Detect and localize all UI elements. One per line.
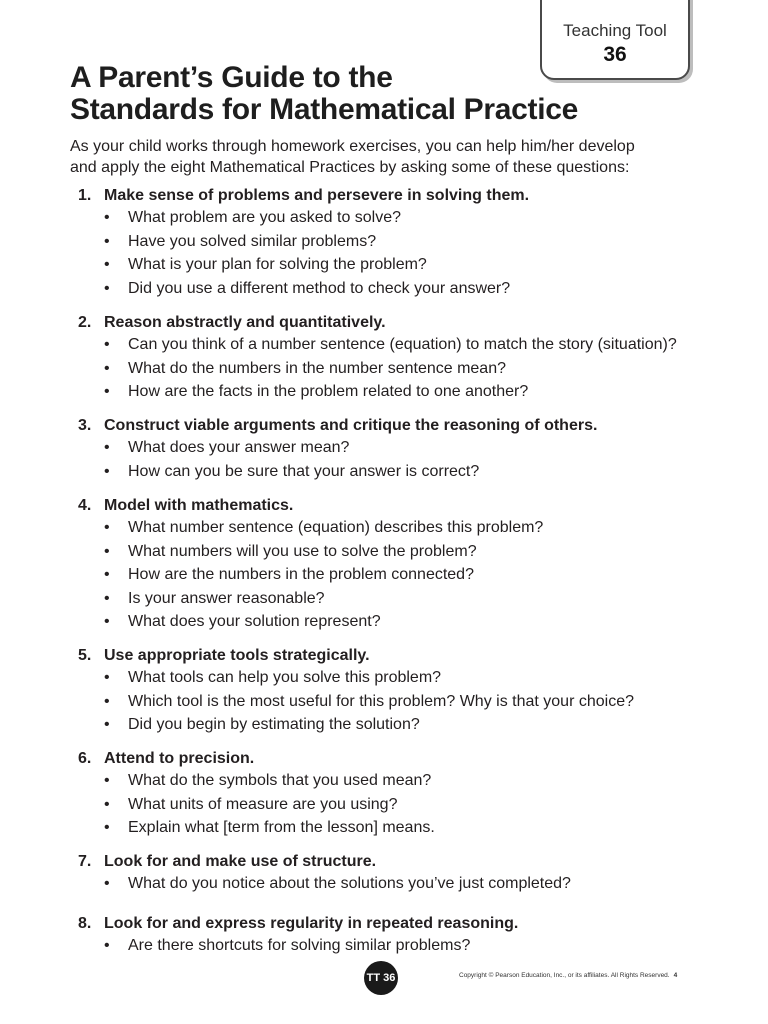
tt-badge: TT 36 bbox=[364, 961, 398, 995]
practice-number: 5. bbox=[78, 647, 92, 664]
practice-title: Reason abstractly and quantitatively. bbox=[104, 314, 386, 331]
bullet-icon: • bbox=[104, 383, 110, 400]
practice-number: 2. bbox=[78, 314, 92, 331]
bullet-icon: • bbox=[104, 772, 110, 789]
practice-number: 1. bbox=[78, 187, 92, 204]
question-text: What does your answer mean? bbox=[128, 439, 350, 456]
page-title-line-2: Standards for Mathematical Practice bbox=[70, 93, 579, 126]
question-text: What number sentence (equation) describes this problem? bbox=[128, 519, 544, 536]
question-item bbox=[78, 565, 738, 589]
question-item bbox=[78, 542, 738, 566]
bullet-icon: • bbox=[104, 462, 110, 480]
question-text: Explain what [term from the lesson] means. bbox=[128, 819, 435, 836]
question-item bbox=[78, 692, 738, 716]
question-item bbox=[78, 208, 738, 232]
question-text: What do you notice about the solutions you’ve just completed? bbox=[128, 875, 571, 892]
question-text: What is your plan for solving the problem? bbox=[128, 256, 427, 273]
question-item bbox=[78, 232, 738, 256]
question-item bbox=[78, 795, 738, 819]
question-item bbox=[78, 715, 738, 739]
question-item bbox=[78, 518, 738, 542]
question-text: What do the numbers in the number sentence mean? bbox=[128, 359, 506, 377]
practice-heading bbox=[78, 496, 738, 518]
bullet-icon: • bbox=[104, 359, 110, 377]
question-text: Did you begin by estimating the solution? bbox=[128, 716, 420, 733]
question-text: What numbers will you use to solve the problem? bbox=[128, 542, 477, 560]
question-text: How are the numbers in the problem connected? bbox=[128, 566, 474, 583]
bullet-icon: • bbox=[104, 819, 110, 836]
teaching-tool-label: Teaching Tool bbox=[563, 21, 667, 40]
question-item bbox=[78, 382, 738, 406]
practice-number: 8. bbox=[78, 915, 92, 932]
bullet-icon: • bbox=[104, 439, 110, 456]
bullet-icon: • bbox=[104, 937, 110, 954]
question-text: Are there shortcuts for solving similar problems? bbox=[128, 937, 471, 954]
bullet-icon: • bbox=[104, 669, 110, 686]
question-text: What do the symbols that you used mean? bbox=[128, 772, 432, 789]
intro-line-2: and apply the eight Mathematical Practices by asking some of these questions: bbox=[70, 159, 630, 176]
practice-number: 3. bbox=[78, 417, 92, 434]
practice-6 bbox=[78, 749, 738, 842]
intro-paragraph bbox=[70, 136, 710, 178]
page-title-line-1: A Parent’s Guide to the bbox=[70, 61, 393, 94]
bullet-icon: • bbox=[104, 613, 110, 630]
question-text: What tools can help you solve this problem? bbox=[128, 669, 442, 686]
practice-2 bbox=[78, 313, 738, 406]
bullet-icon: • bbox=[104, 795, 110, 813]
question-text: What does your solution represent? bbox=[128, 613, 381, 630]
practice-heading bbox=[78, 914, 738, 936]
copyright-text: Copyright © Pearson Education, Inc., or its affiliates. All Rights Reserved. bbox=[459, 972, 670, 979]
question-item bbox=[78, 462, 738, 486]
question-item bbox=[78, 668, 738, 692]
page-number: 4 bbox=[673, 972, 678, 979]
bullet-icon: • bbox=[104, 279, 110, 297]
bullet-icon: • bbox=[104, 875, 110, 892]
practice-1 bbox=[78, 186, 738, 302]
bullet-icon: • bbox=[104, 519, 110, 536]
question-item bbox=[78, 771, 738, 795]
bullet-icon: • bbox=[104, 589, 110, 607]
question-item bbox=[78, 612, 738, 636]
practice-heading bbox=[78, 646, 738, 668]
question-item bbox=[78, 359, 738, 383]
practice-heading bbox=[78, 852, 738, 874]
question-item bbox=[78, 279, 738, 303]
bullet-icon: • bbox=[104, 209, 110, 226]
teaching-tool-number: 36 bbox=[603, 43, 627, 66]
question-item bbox=[78, 335, 738, 359]
practice-title: Construct viable arguments and critique the reasoning of others. bbox=[104, 417, 598, 434]
question-text: What problem are you asked to solve? bbox=[128, 209, 402, 226]
copyright-line bbox=[459, 972, 677, 979]
page-title bbox=[70, 62, 590, 126]
bullet-icon: • bbox=[104, 256, 110, 273]
bullet-icon: • bbox=[104, 692, 110, 710]
practice-7 bbox=[78, 852, 738, 898]
practice-heading bbox=[78, 416, 738, 438]
practice-8 bbox=[78, 914, 738, 960]
practice-number: 4. bbox=[78, 497, 92, 514]
question-text: What units of measure are you using? bbox=[128, 795, 398, 813]
intro-line-1: As your child works through homework exercises, you can help him/her develop bbox=[70, 138, 635, 155]
practice-title: Look for and express regularity in repeated reasoning. bbox=[104, 915, 519, 932]
question-item bbox=[78, 255, 738, 279]
question-text: Which tool is the most useful for this problem? Why is that your choice? bbox=[128, 692, 634, 710]
question-item bbox=[78, 874, 738, 898]
question-text: Did you use a different method to check your answer? bbox=[128, 279, 511, 297]
question-item bbox=[78, 818, 738, 842]
practice-number: 7. bbox=[78, 853, 92, 870]
question-item bbox=[78, 589, 738, 613]
bullet-icon: • bbox=[104, 566, 110, 583]
practice-title: Attend to precision. bbox=[104, 750, 255, 767]
question-text: Can you think of a number sentence (equation) to match the story (situation)? bbox=[128, 336, 677, 353]
question-item bbox=[78, 438, 738, 462]
question-text: Have you solved similar problems? bbox=[128, 232, 377, 250]
practice-heading bbox=[78, 186, 738, 208]
question-item bbox=[78, 936, 738, 960]
bullet-icon: • bbox=[104, 542, 110, 560]
bullet-icon: • bbox=[104, 716, 110, 733]
practice-number: 6. bbox=[78, 750, 92, 767]
practice-3 bbox=[78, 416, 738, 485]
practice-title: Use appropriate tools strategically. bbox=[104, 647, 370, 664]
practice-title: Look for and make use of structure. bbox=[104, 853, 377, 870]
question-text: How are the facts in the problem related to one another? bbox=[128, 383, 529, 400]
question-text: Is your answer reasonable? bbox=[128, 589, 325, 607]
bullet-icon: • bbox=[104, 232, 110, 250]
practice-title: Model with mathematics. bbox=[104, 497, 294, 514]
practice-4 bbox=[78, 496, 738, 636]
practice-title: Make sense of problems and persevere in solving them. bbox=[104, 187, 530, 204]
practice-heading bbox=[78, 749, 738, 771]
practice-heading bbox=[78, 313, 738, 335]
practice-5 bbox=[78, 646, 738, 739]
question-text: How can you be sure that your answer is correct? bbox=[128, 462, 480, 480]
bullet-icon: • bbox=[104, 336, 110, 353]
